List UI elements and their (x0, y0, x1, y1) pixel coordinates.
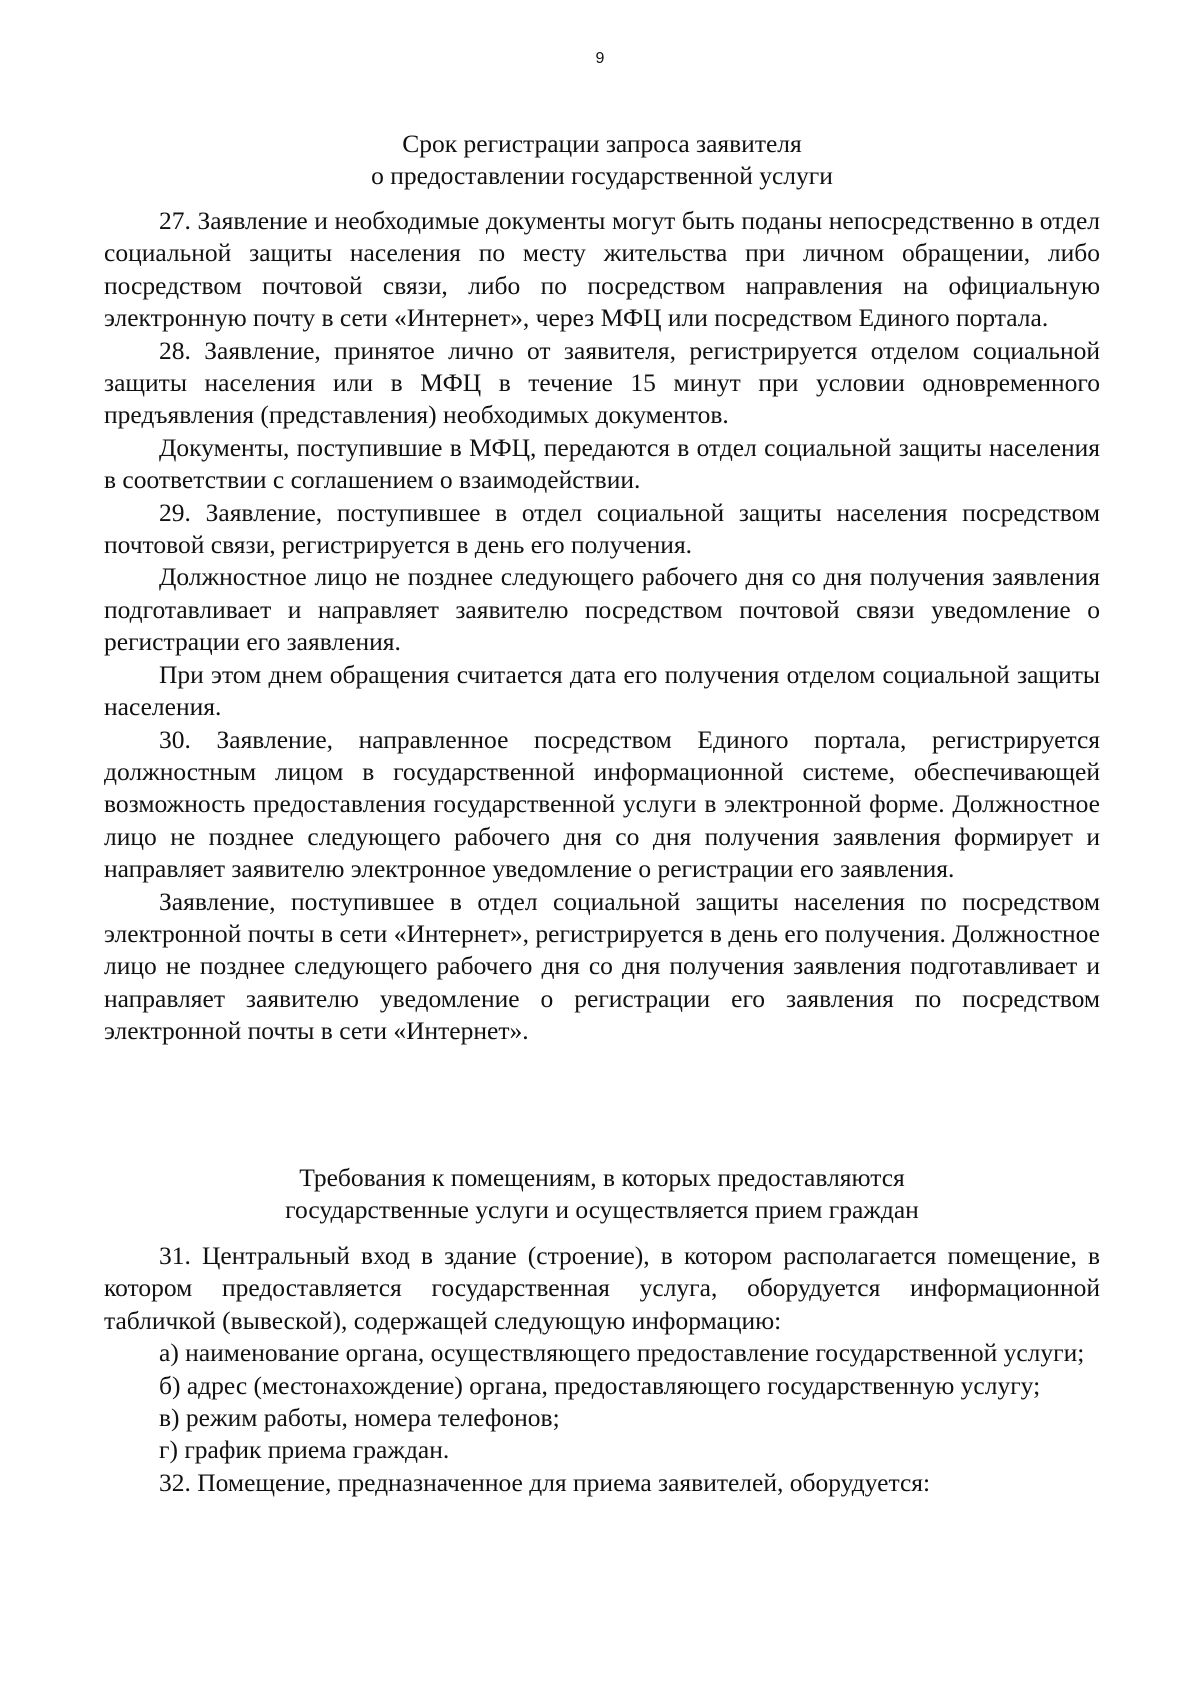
heading-line: государственные услуги и осуществляется прием граждан (285, 1195, 919, 1224)
heading-line: о предоставлении государственной услуги (371, 161, 833, 190)
paragraph-29: 29. Заявление, поступившее в отдел социальной защиты населения посредством почтовой связи, регистрируется в день его получения. (104, 497, 1100, 560)
section-body-registration (104, 205, 1100, 1048)
paragraph-31: 31. Центральный вход в здание (строение), в котором располагается помещение, в котором предоставляется государственная услуга, оборудуется информационной табличкой (вывеской), содержащей следующую информацию: (104, 1241, 1100, 1335)
paragraph-28-documents: Документы, поступившие в МФЦ, передаются в отдел социальной защиты населения в соответствии с соглашением о взаимодействии. (104, 432, 1100, 495)
list-item-a: а) наименование органа, осуществляющего предоставление государственной услуги; (159, 1338, 1085, 1368)
paragraph-29-date: При этом днем обращения считается дата его получения отделом социальной защиты населения. (104, 659, 1100, 722)
heading-line: Требования к помещениям, в которых предоставляются (299, 1163, 905, 1192)
paragraph-30-email: Заявление, поступившее в отдел социальной защиты населения по посредством электронной почты в сети «Интернет», регистрируется в день его получения. Должностное лицо не позднее следующего рабочего дня со дня получения заявления подготавливает и направляет заявителю уведомление о регистрации его заявления по посредством электронной почты в сети «Интернет». (104, 886, 1100, 1046)
list-item-b: б) адрес (местонахождение) органа, предоставляющего государственную услугу; (159, 1370, 1041, 1400)
paragraph-30: 30. Заявление, направленное посредством Единого портала, регистрируется должностным лицом в государственной информационной системе, обеспечивающей возможность предоставления государственной услуги в электронной форме. Должностное лицо не позднее следующего рабочего дня со дня получения заявления формирует и направляет заявителю электронное уведомление о регистрации его заявления. (104, 724, 1100, 884)
section-body-premises (104, 1240, 1100, 1499)
paragraph-32: 32. Помещение, предназначенное для приема заявителей, оборудуется: (159, 1467, 931, 1497)
list-item-v: в) режим работы, номера телефонов; (159, 1403, 560, 1433)
list-item-g: г) график приема граждан. (159, 1435, 450, 1465)
heading-line: Срок регистрации запроса заявителя (402, 129, 802, 158)
section-heading-registration (104, 128, 1100, 192)
section-heading-premises (104, 1162, 1100, 1226)
page-number: 9 (595, 50, 605, 67)
paragraph-29-official: Должностное лицо не позднее следующего рабочего дня со дня получения заявления подготавливает и направляет заявителю посредством почтовой связи уведомление о регистрации его заявления. (104, 562, 1100, 657)
paragraph-28: 28. Заявление, принятое лично от заявителя, регистрируется отделом социальной защиты населения или в МФЦ в течение 15 минут при условии одновременного предъявления (представления) необходимых документов. (104, 335, 1100, 430)
paragraph-27: 27. Заявление и необходимые документы могут быть поданы непосредственно в отдел социальной защиты населения по месту жительства при личном обращении, либо посредством почтовой связи, либо по посредством направления на официальную электронную почту в сети «Интернет», через МФЦ или посредством Единого портала. (104, 206, 1100, 333)
